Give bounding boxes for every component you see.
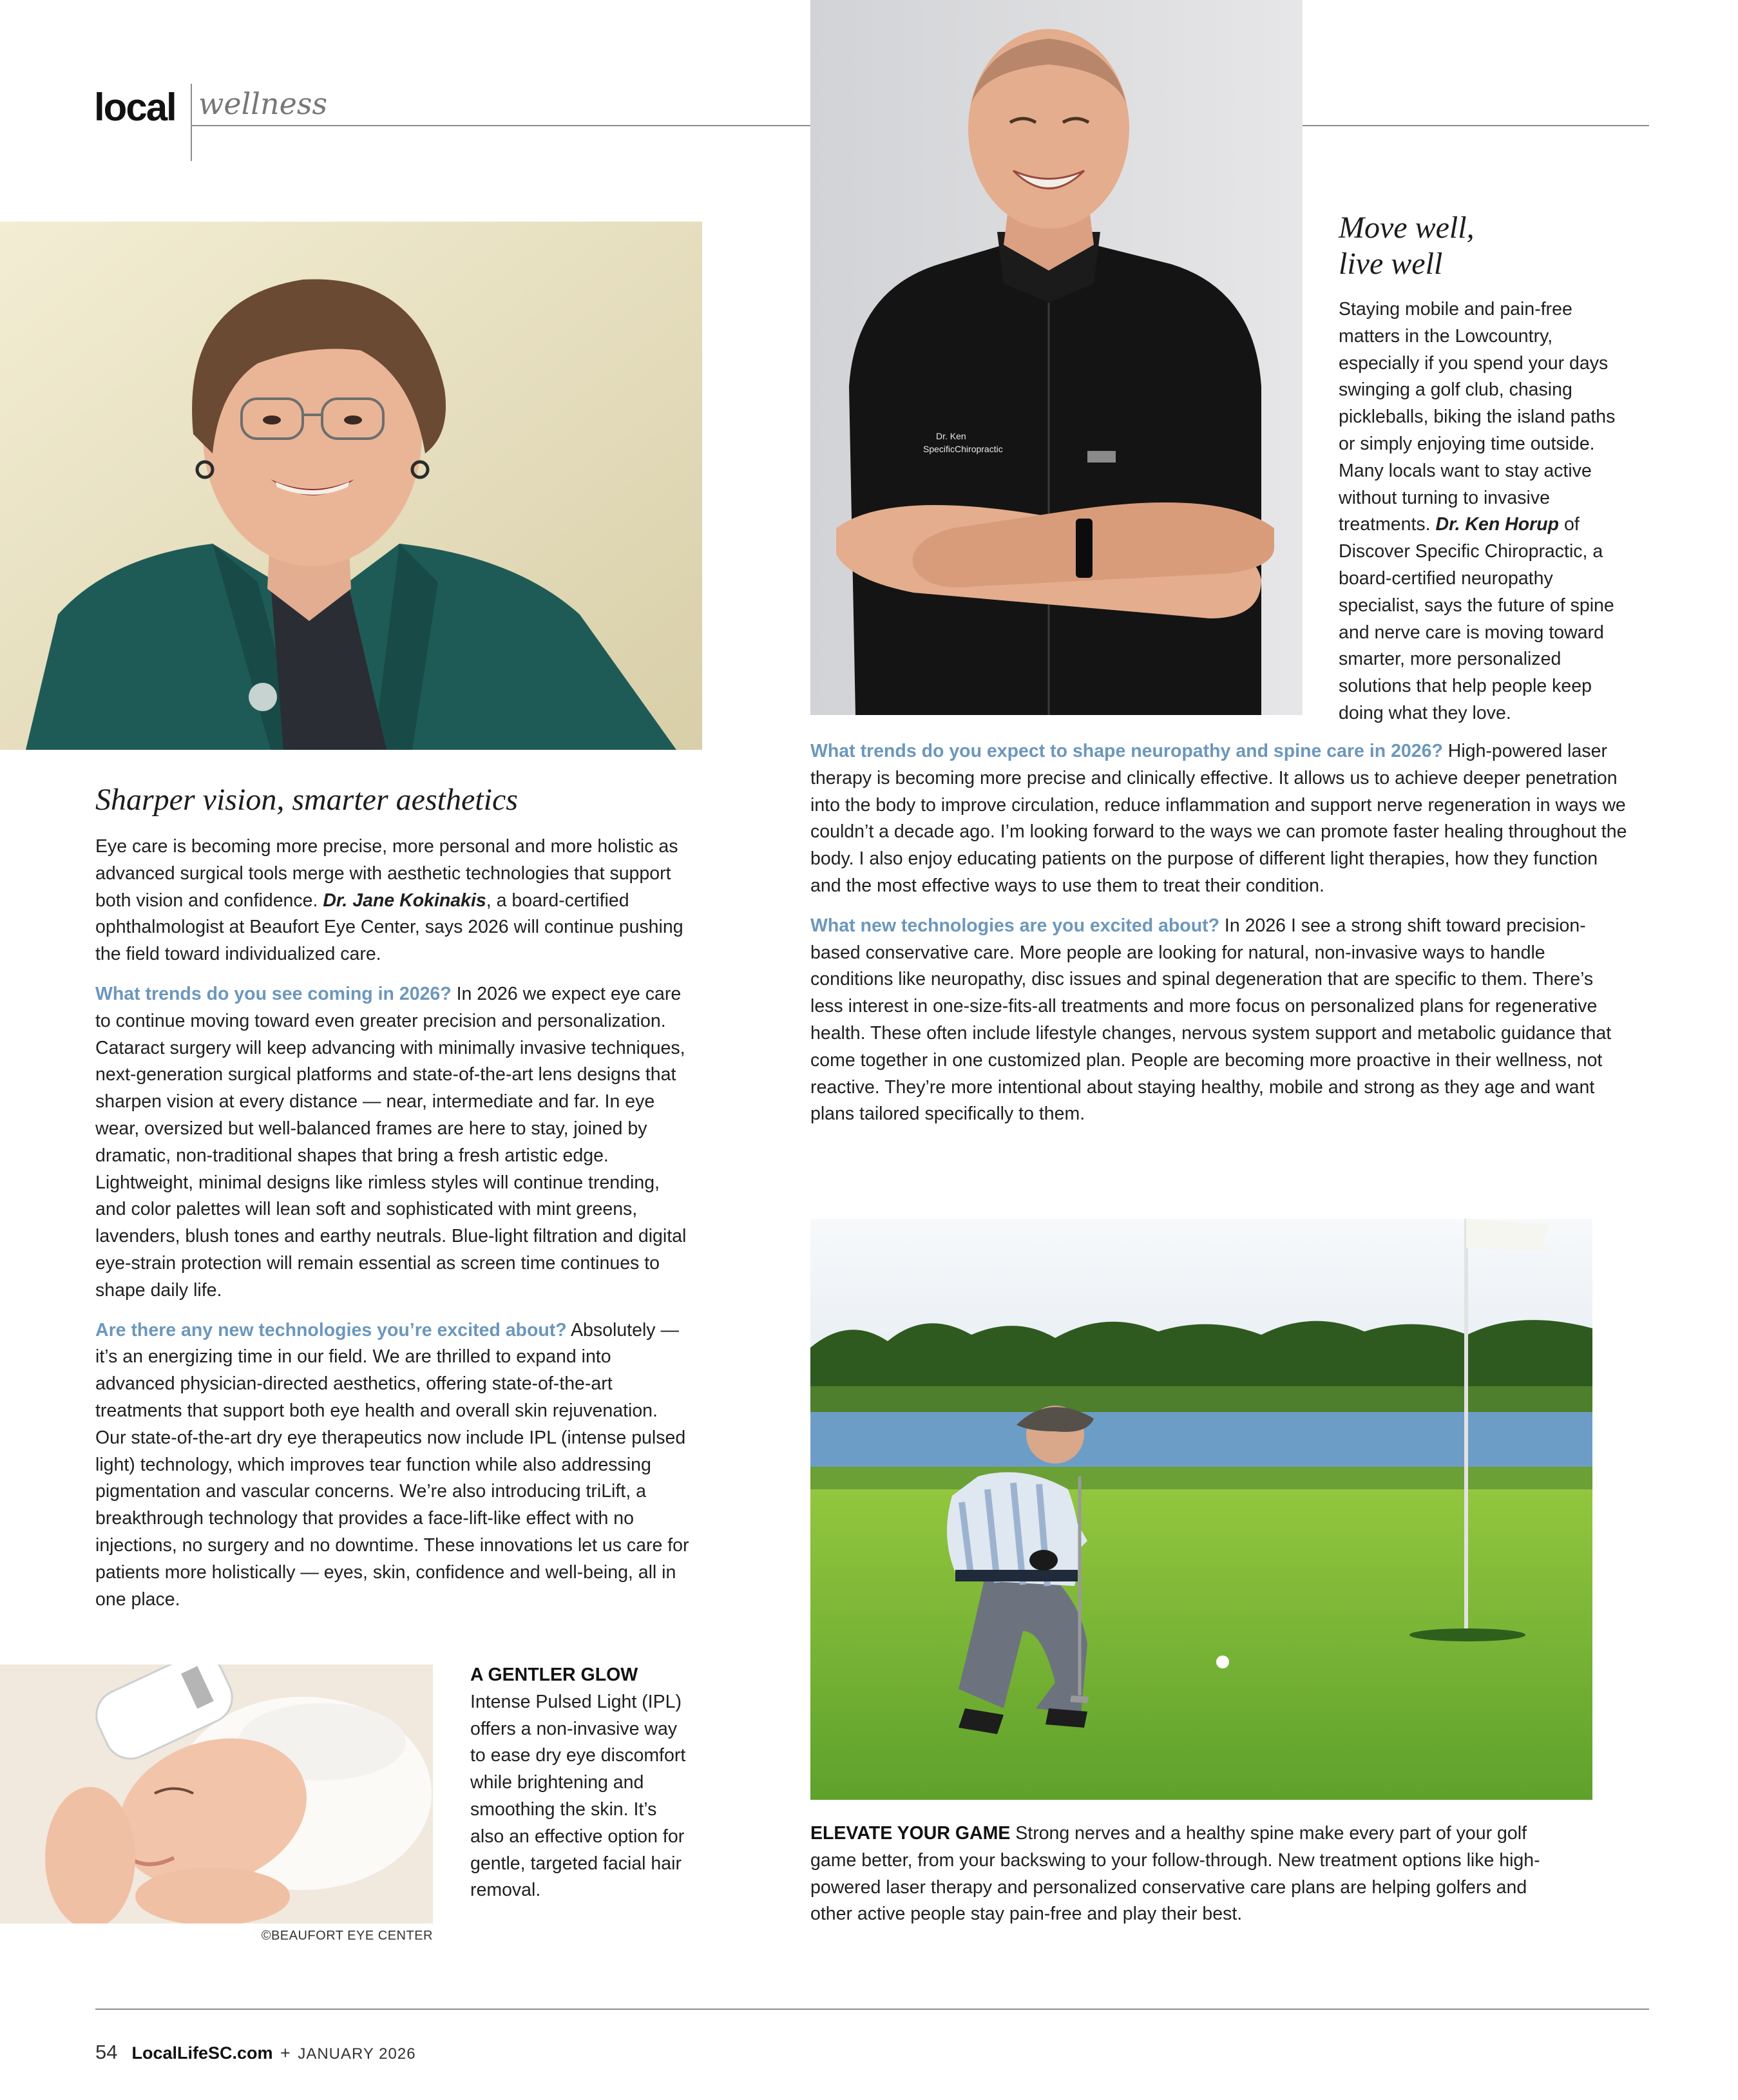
right-intro (1339, 296, 1628, 727)
shirt-embroidery: SpecificChiropractic (923, 444, 1003, 454)
page-number: 54 (95, 2041, 118, 2063)
right-headline-line2: live well (1339, 247, 1443, 281)
shirt-embroidery: Dr. Ken (936, 431, 966, 441)
answer-1: In 2026 we expect eye care to continue moving toward even greater precision and personalization. Cataract surgery will keep advancing with minimally invasive techniques, next-generation surgical platforms and state-of-the-art lens designs that sharpen vision at every distance — near, intermediate and far. In eye wear, oversized but well-balanced frames are here to stay, joined by dramatic, non-traditional shapes that bring a fresh artistic edge. Lightweight, minimal designs like rimless styles will continue trending, and color palettes will lean soft and sophisticated with mint greens, lavenders, blush tones and earthy neutrals. Blue-light filtration and digital eye-strain protection will remain essential as screen time continues to shape daily life. (95, 983, 687, 1301)
right-intro-text: Staying mobile and pain-free matters in the Lowcountry, especially if you spend your days swinging a golf club, chasing pickleballs, biking the island paths or simply enjoying time outside. Many locals want to stay active without turning to invasive treatments. (1339, 299, 1616, 535)
header-rule-right (1300, 125, 1649, 126)
question-1: What trends do you expect to shape neuropathy and spine care in 2026? (810, 741, 1443, 761)
answer-2: Absolutely — it’s an energizing time in our field. We are thrilled to expand into advanced physician-directed aesthetics, offering state-of-the-art treatments that support both eye health and overall skin rejuvenation. Our state-of-the-art dry eye therapeutics now include IPL (intense pulsed light) technology, which improves tear function while also addressing pigmentation and vascular concerns. We’re also introducing triLift, a breakthrough technology that provides a face-lift-like effect with no injections, no surgery and no downtime. These innovations let us care for patients more holistically — eyes, skin, confidence and well-being, all in one place. (95, 1319, 689, 1610)
golf-photo (810, 1219, 1592, 1800)
header-rule-left (191, 125, 810, 126)
brand-logo: local (94, 86, 176, 129)
question-1: What trends do you see coming in 2026? (95, 983, 452, 1004)
issue-date: JANUARY 2026 (298, 2045, 416, 2063)
photo-credit: ©BEAUFORT EYE CENTER (261, 1929, 433, 1943)
right-qa (810, 738, 1628, 1141)
expert-name-horup: Dr. Ken Horup (1435, 514, 1560, 535)
footer-separator: + (280, 2043, 291, 2063)
answer-2: In 2026 I see a strong shift toward precision-based conservative care. More people are looking for natural, non-invasive ways to handle conditions like neuropathy, disc issues and spinal degeneration that are specific to them. There’s less interest in one-size-fits-all treatments and more focus on personalized plans for regenerative health. These often include lifestyle changes, nervous system support and metabolic guidance that come together in one customized plan. People are becoming more proactive in their wellness, not reactive. They’re more intentional about staying healthy, mobile and strong as they age and want plans tailored specifically to them. (810, 915, 1612, 1125)
golf-caption-heading: ELEVATE YOUR GAME (810, 1823, 1011, 1844)
portrait-illustration (0, 222, 702, 750)
left-intro-text: Eye care is becoming more precise, more personal and more holistic as advanced surgical tools merge with aesthetic technologies that support both vision and confidence. (95, 836, 678, 911)
masthead (94, 77, 352, 161)
right-headline-line1: Move well, (1339, 211, 1475, 245)
portrait-photo-horup (810, 0, 1303, 715)
glow-caption-text: Intense Pulsed Light (IPL) offers a non-invasive way to ease dry eye discomfort while brightening and smoothing the skin. It’s also an effective option for gentle, targeted facial hair removal. (470, 1691, 686, 1901)
golf-caption-text: Strong nerves and a healthy spine make every part of your golf game better, from your backswing to your follow-through. New treatment options like high-powered laser therapy and personalized conservative care plans are helping golfers and other active people stay pain-free and play their best. (810, 1823, 1540, 1925)
golf-caption (810, 1820, 1558, 1928)
portrait-illustration (810, 0, 1303, 715)
portrait-photo-kokinakis (0, 222, 702, 750)
page-footer (95, 2041, 675, 2064)
site-link[interactable]: LocalLifeSC.com (131, 2043, 273, 2063)
ipl-treatment-photo (0, 1665, 433, 1923)
glow-caption-heading: A GENTLER GLOW (470, 1665, 638, 1685)
golf-illustration (810, 1219, 1592, 1800)
right-headline (1339, 210, 1635, 282)
question-2: Are there any new technologies you’re excited about? (95, 1319, 567, 1341)
footer-rule (95, 2009, 1649, 2010)
section-label: wellness (198, 86, 328, 121)
left-headline: Sharper vision, smarter aesthetics (95, 783, 518, 817)
masthead-divider (191, 84, 192, 161)
answer-1: High-powered laser therapy is becoming more precise and clinically effective. It allows us to achieve deeper penetration into the body to improve circulation, reduce inflammation and support nerve regeneration in ways we couldn’t a decade ago. I’m looking forward to the ways we can promote faster healing throughout the body. I also enjoy educating patients on the purpose of different light therapies, how they function and the most effective ways to use them to treat their condition. (810, 741, 1627, 896)
expert-name-kokinakis: Dr. Jane Kokinakis (323, 890, 486, 911)
left-article-body (95, 834, 689, 1626)
left-intro-text-end: , a board-certified ophthalmologist at Beaufort Eye Center, says 2026 will continue pushing the field toward individualized care. (95, 890, 683, 965)
right-intro-text-end: of Discover Specific Chiropractic, a board-certified neuropathy specialist, says the future of spine and nerve care is moving toward smarter, more personalized solutions that help people keep doing what they love. (1339, 514, 1614, 723)
glow-caption (470, 1662, 689, 1904)
ipl-illustration (0, 1665, 433, 1923)
question-2: What new technologies are you excited about? (810, 915, 1220, 936)
